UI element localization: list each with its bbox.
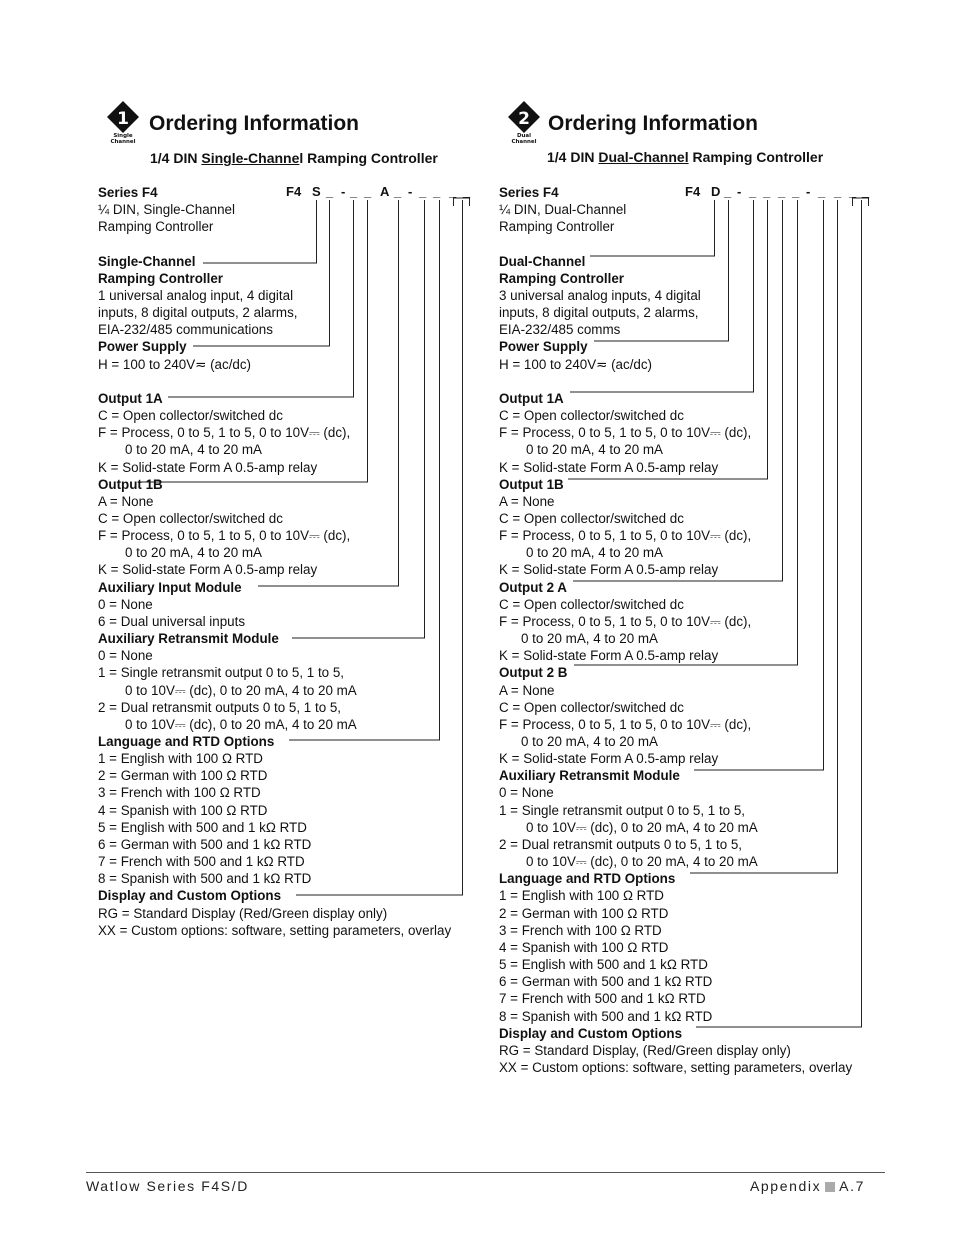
- option-heading: Output 1A: [98, 390, 163, 406]
- code-part: _: [326, 184, 334, 199]
- option-line: Ramping Controller: [499, 219, 615, 235]
- option-line: A = None: [499, 682, 555, 698]
- option-line: 1 = English with 100 Ω RTD: [98, 751, 263, 767]
- option-line: F = Process, 0 to 5, 1 to 5, 0 to 10V⎓ (dc),: [499, 716, 752, 732]
- option-line: H = 100 to 240V≂ (ac/dc): [98, 356, 252, 372]
- connector-line: [454, 198, 470, 206]
- option-heading: Auxiliary Input Module: [98, 579, 242, 595]
- option-heading: Output 2 B: [499, 665, 568, 681]
- option-line: 0 to 10V⎓ (dc), 0 to 20 mA, 4 to 20 mA: [125, 716, 357, 732]
- option-heading: Series F4: [98, 185, 158, 200]
- option-line: EIA-232/485 comms: [499, 322, 621, 338]
- badge-caption: Channel: [511, 139, 537, 144]
- code-part: _: [849, 184, 857, 199]
- option-line: A = None: [499, 493, 555, 509]
- code-part: F4: [685, 184, 701, 199]
- footer-rule: [86, 1172, 885, 1173]
- subtitle: 1/4 DIN Dual-Channel Ramping Controller: [547, 149, 824, 165]
- option-line: 7 = French with 500 and 1 kΩ RTD: [98, 854, 305, 870]
- footer-page: Appendix A.7: [749, 1178, 865, 1194]
- code-part: _: [818, 184, 826, 199]
- option-line: 6 = German with 500 and 1 kΩ RTD: [499, 974, 713, 990]
- option-line: RG = Standard Display, (Red/Green display only): [499, 1042, 791, 1058]
- code-part: _: [463, 184, 471, 199]
- option-heading: Power Supply: [499, 339, 588, 355]
- option-line: XX = Custom options: software, setting parameters, overlay: [499, 1059, 853, 1075]
- option-line: 1 = Single retransmit output 0 to 5, 1 to 5,: [499, 802, 746, 818]
- option-line: 0 to 20 mA, 4 to 20 mA: [526, 545, 663, 561]
- option-heading: Output 1A: [499, 390, 564, 406]
- option-line: 4 = Spanish with 100 Ω RTD: [98, 802, 268, 818]
- option-heading: Output 1B: [499, 476, 564, 492]
- option-line: 0 to 20 mA, 4 to 20 mA: [526, 442, 663, 458]
- badge-caption: Single: [113, 133, 133, 139]
- option-line: 0 to 20 mA, 4 to 20 mA: [521, 631, 658, 647]
- option-heading: Language and RTD Options: [499, 871, 676, 887]
- badge-caption: Dual: [516, 133, 532, 139]
- option-line: C = Open collector/switched dc: [499, 596, 684, 612]
- option-line: RG = Standard Display (Red/Green display only): [98, 905, 388, 921]
- option-line: C = Open collector/switched dc: [499, 510, 684, 526]
- code-part: -: [408, 184, 413, 199]
- option-heading: Output 1B: [98, 476, 163, 492]
- option-line: 2 = Dual retransmit outputs 0 to 5, 1 to 5,: [499, 836, 743, 852]
- code-part: _: [419, 184, 427, 199]
- option-line: F = Process, 0 to 5, 1 to 5, 0 to 10V⎓ (dc),: [499, 613, 752, 629]
- option-heading: Dual-Channel: [499, 253, 586, 269]
- option-line: A = None: [98, 493, 154, 509]
- code-part: _: [449, 184, 457, 199]
- code-part: _: [433, 184, 441, 199]
- option-line: Ramping Controller: [98, 219, 214, 235]
- badge-number: 2: [518, 109, 530, 129]
- option-line: K = Solid-state Form A 0.5-amp relay: [499, 459, 719, 475]
- option-line: 8 = Spanish with 500 and 1 kΩ RTD: [499, 1008, 713, 1024]
- option-line: 6 = German with 500 and 1 kΩ RTD: [98, 836, 312, 852]
- option-line: 0 to 10V⎓ (dc), 0 to 20 mA, 4 to 20 mA: [526, 854, 758, 870]
- option-line: K = Solid-state Form A 0.5-amp relay: [499, 562, 719, 578]
- option-line: inputs, 8 digital outputs, 2 alarms,: [98, 305, 298, 321]
- option-line: 5 = English with 500 and 1 kΩ RTD: [499, 957, 708, 973]
- code-part: _: [724, 184, 732, 199]
- option-line: 4 = Spanish with 100 Ω RTD: [499, 939, 669, 955]
- option-heading: Ramping Controller: [98, 270, 223, 286]
- option-line: 5 = English with 500 and 1 kΩ RTD: [98, 819, 307, 835]
- option-line: 1 = English with 100 Ω RTD: [499, 888, 664, 904]
- code-part: -: [806, 184, 811, 199]
- option-line: 0 to 20 mA, 4 to 20 mA: [125, 545, 262, 561]
- option-heading: Output 2 A: [499, 579, 567, 595]
- subtitle: 1/4 DIN Single-Channel Ramping Controller: [150, 150, 438, 166]
- option-line: 2 = Dual retransmit outputs 0 to 5, 1 to 5,: [98, 699, 342, 715]
- option-line: inputs, 8 digital outputs, 2 alarms,: [499, 305, 699, 321]
- right-options-list: [499, 184, 852, 1076]
- code-part: _: [364, 184, 372, 199]
- option-line: 2 = German with 100 Ω RTD: [98, 768, 268, 784]
- option-heading: Ramping Controller: [499, 270, 624, 286]
- code-part: _: [763, 184, 771, 199]
- option-heading: Display and Custom Options: [499, 1025, 683, 1041]
- option-line: F = Process, 0 to 5, 1 to 5, 0 to 10V⎓ (dc),: [98, 528, 351, 544]
- option-line: 3 = French with 100 Ω RTD: [98, 785, 261, 801]
- option-heading: Language and RTD Options: [98, 734, 275, 749]
- option-line: 0 = None: [98, 648, 153, 664]
- option-line: 0 to 10V⎓ (dc), 0 to 20 mA, 4 to 20 mA: [125, 682, 357, 698]
- option-line: C = Open collector/switched dc: [98, 510, 283, 526]
- option-line: 8 = Spanish with 500 and 1 kΩ RTD: [98, 871, 312, 887]
- option-line: XX = Custom options: software, setting parameters, overlay: [98, 922, 452, 938]
- code-part: S: [312, 184, 321, 199]
- code-part: A: [380, 184, 390, 199]
- code-part: D: [711, 184, 721, 199]
- option-line: K = Solid-state Form A 0.5-amp relay: [98, 562, 318, 578]
- option-heading: Auxiliary Retransmit Module: [98, 631, 279, 647]
- option-heading: Series F4: [499, 185, 559, 200]
- option-line: 2 = German with 100 Ω RTD: [499, 905, 669, 921]
- option-line: [98, 235, 451, 252]
- option-line: ¼ DIN, Single-Channel: [98, 202, 235, 218]
- option-line: [499, 235, 852, 252]
- code-part: _: [834, 184, 842, 199]
- code-part: _: [862, 184, 870, 199]
- code-part: _: [350, 184, 358, 199]
- code-part: _: [749, 184, 757, 199]
- code-part: _: [778, 184, 786, 199]
- option-line: F = Process, 0 to 5, 1 to 5, 0 to 10V⎓ (dc),: [499, 528, 752, 544]
- option-line: 0 to 10V⎓ (dc), 0 to 20 mA, 4 to 20 mA: [526, 819, 758, 835]
- option-line: 7 = French with 500 and 1 kΩ RTD: [499, 991, 706, 1007]
- option-line: 3 = French with 100 Ω RTD: [499, 922, 662, 938]
- code-part: -: [737, 184, 742, 199]
- option-heading: Power Supply: [98, 339, 187, 355]
- footer-title: Watlow Series F4S/D: [86, 1178, 249, 1194]
- option-line: ¼ DIN, Dual-Channel: [499, 202, 627, 218]
- option-line: F = Process, 0 to 5, 1 to 5, 0 to 10V⎓ (dc),: [98, 425, 351, 441]
- option-line: K = Solid-state Form A 0.5-amp relay: [499, 751, 719, 767]
- badge-caption: Channel: [110, 139, 136, 144]
- option-heading: Display and Custom Options: [98, 888, 282, 904]
- option-line: C = Open collector/switched dc: [98, 408, 283, 424]
- option-heading: Auxiliary Retransmit Module: [499, 768, 680, 784]
- code-part: _: [394, 184, 402, 199]
- option-line: 0 to 20 mA, 4 to 20 mA: [521, 734, 658, 749]
- option-line: 3 universal analog inputs, 4 digital: [499, 287, 701, 303]
- option-line: 6 = Dual universal inputs: [98, 613, 246, 629]
- option-line: K = Solid-state Form A 0.5-amp relay: [499, 648, 719, 664]
- connector-line: [853, 198, 869, 206]
- page-title: Ordering Information: [149, 112, 359, 135]
- option-line: [98, 373, 451, 390]
- code-part: F4: [286, 184, 302, 199]
- option-line: 0 = None: [98, 596, 153, 612]
- option-line: 1 = Single retransmit output 0 to 5, 1 to 5,: [98, 665, 345, 681]
- badge-number: 1: [117, 109, 129, 129]
- option-line: F = Process, 0 to 5, 1 to 5, 0 to 10V⎓ (dc),: [499, 425, 752, 441]
- option-line: EIA-232/485 communications: [98, 322, 273, 338]
- option-line: K = Solid-state Form A 0.5-amp relay: [98, 459, 318, 475]
- option-line: [499, 373, 852, 390]
- page-title: Ordering Information: [548, 112, 758, 135]
- option-heading: Single-Channel: [98, 253, 196, 269]
- code-part: _: [792, 184, 800, 199]
- option-line: C = Open collector/switched dc: [499, 408, 684, 424]
- option-line: 0 to 20 mA, 4 to 20 mA: [125, 442, 262, 458]
- code-part: -: [341, 184, 346, 199]
- option-line: H = 100 to 240V≂ (ac/dc): [499, 356, 653, 372]
- square-icon: [825, 1182, 835, 1192]
- left-options-list: [98, 184, 451, 939]
- option-line: 1 universal analog input, 4 digital: [98, 287, 294, 303]
- option-line: C = Open collector/switched dc: [499, 699, 684, 715]
- option-line: 0 = None: [499, 785, 554, 801]
